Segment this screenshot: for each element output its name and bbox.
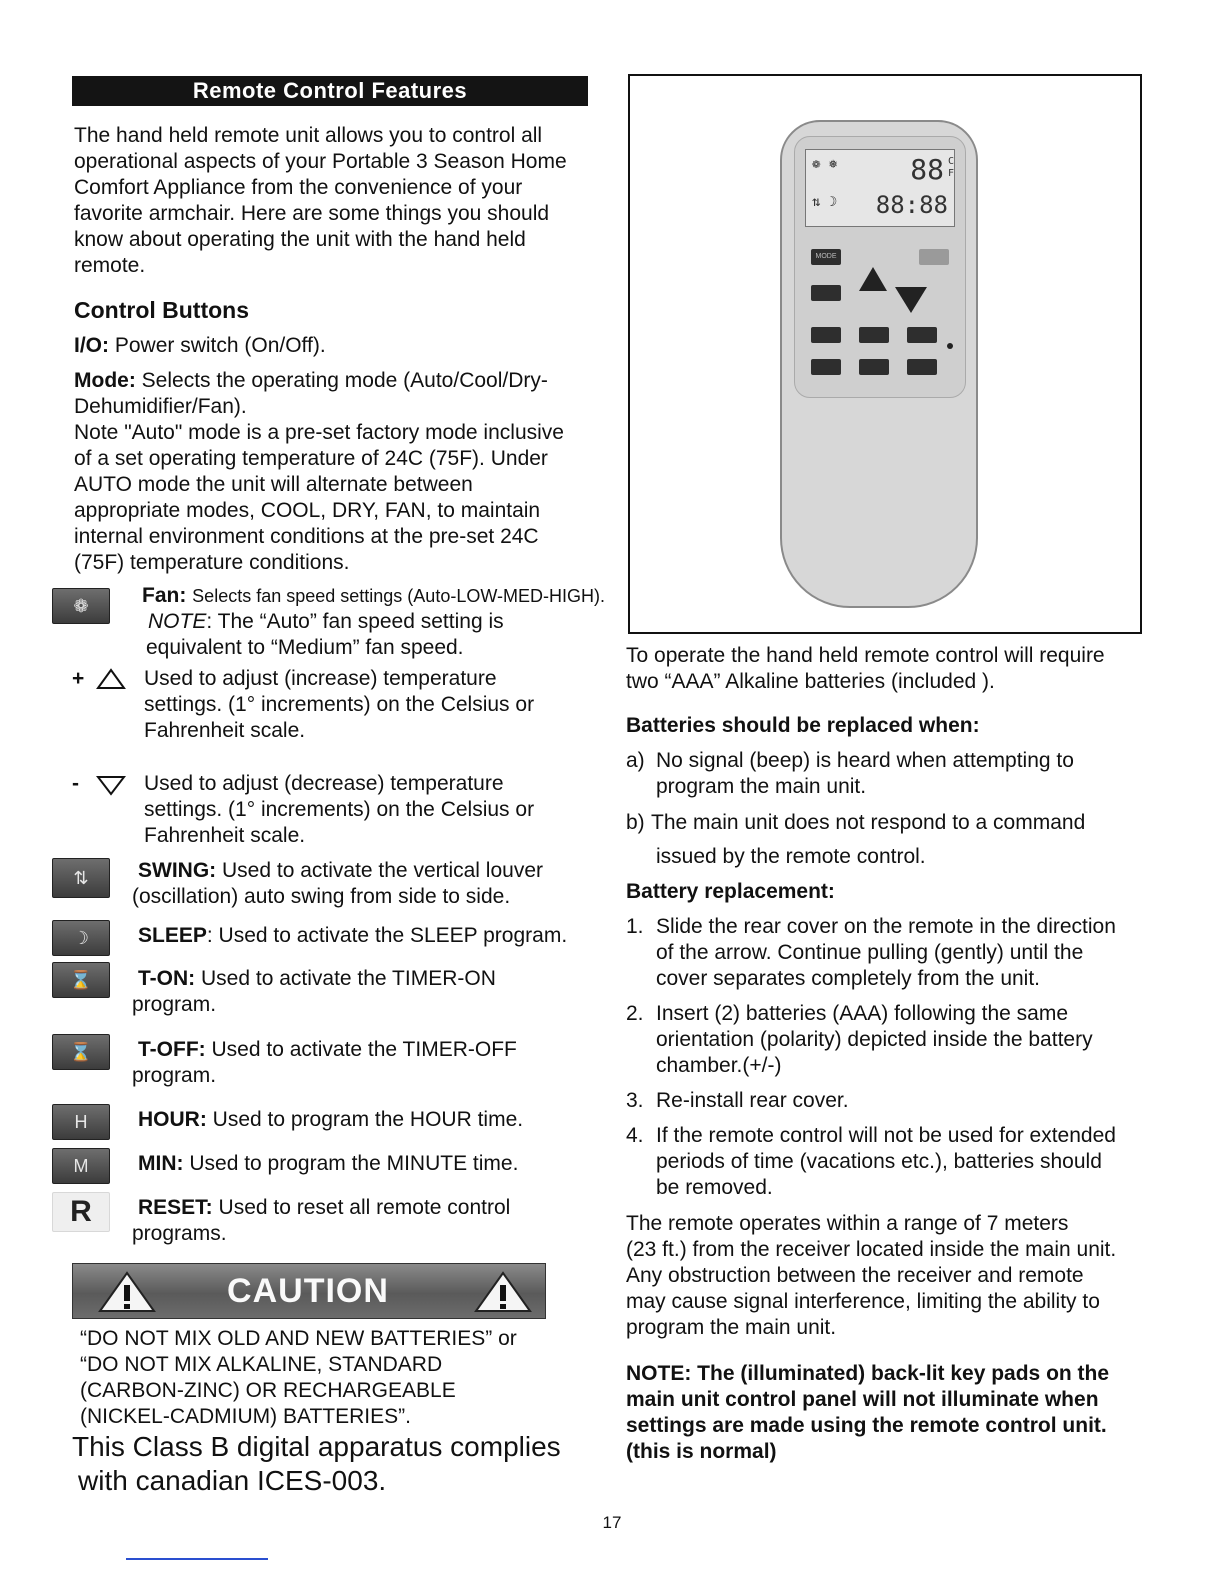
caution-line: (CARBON-ZINC) OR RECHARGEABLE <box>80 1379 456 1402</box>
hour-label: HOUR: <box>138 1108 207 1131</box>
swing-line: Used to activate the vertical louver <box>222 859 543 882</box>
increase-line: settings. (1° increments) on the Celsius or <box>144 693 535 716</box>
fan-note-label: NOTE <box>148 610 207 633</box>
sleep-line: : Used to activate the SLEEP program. <box>206 924 568 947</box>
mode-label: Mode: <box>74 369 136 392</box>
sleep-label: SLEEP <box>138 924 207 947</box>
remote-fan-key <box>811 285 841 301</box>
lcd-unit-f: F <box>947 168 954 179</box>
caution-line: (NICKEL-CADMIUM) BATTERIES”. <box>80 1405 411 1428</box>
fan-button-icon: ❁ <box>52 588 110 624</box>
mode-note-line: Note "Auto" mode is a pre-set factory mode inclusive <box>74 421 564 444</box>
replace-heading: Batteries should be replaced when: <box>626 714 980 737</box>
sleep-button-icon: ☽ <box>52 920 110 956</box>
step-marker: 4. <box>626 1124 644 1147</box>
step-marker: 1. <box>626 915 644 938</box>
remote-timer-key <box>907 327 937 343</box>
step-line: Re-install rear cover. <box>656 1089 849 1112</box>
note-line: settings are made using the remote control unit. <box>626 1414 1107 1437</box>
replacement-step <box>626 1123 1146 1201</box>
footer-rule <box>126 1558 268 1560</box>
swing-label: SWING: <box>138 859 217 882</box>
hour-line: Used to program the HOUR time. <box>212 1108 524 1131</box>
timer-off-line: program. <box>132 1064 217 1087</box>
backlit-note <box>626 1361 1109 1465</box>
fan-line: Selects fan speed settings (Auto-LOW-MED-HIGH). <box>192 586 605 606</box>
mode-description <box>74 368 564 576</box>
mode-line: Dehumidifier/Fan). <box>74 395 247 418</box>
minute-description <box>138 1151 518 1177</box>
increase-line: Used to adjust (increase) temperature <box>144 667 497 690</box>
step-line: cover separates completely from the unit. <box>656 967 1041 990</box>
sleep-description <box>138 923 567 949</box>
step-line: Insert (2) batteries (AAA) following the same <box>656 1002 1069 1025</box>
swing-icon: ⇅ ☽ <box>812 194 838 210</box>
minute-button-icon: M <box>52 1148 110 1184</box>
remote-figure <box>628 74 1142 634</box>
timer-on-label: T-ON: <box>138 967 196 990</box>
remote-swing-key <box>811 327 841 343</box>
battery-intro <box>626 643 1105 695</box>
step-line: chamber.(+/-) <box>656 1054 782 1077</box>
replace-item-line: program the main unit. <box>656 775 867 798</box>
fan-line: : The “Auto” fan speed setting is <box>206 610 504 633</box>
range-text <box>626 1211 1116 1341</box>
hour-button-icon: H <box>52 1104 110 1140</box>
mode-note-line: of a set operating temperature of 24C (75F). Under <box>74 447 548 470</box>
decrease-line: settings. (1° increments) on the Celsius or <box>144 798 535 821</box>
ices-compliance <box>72 1430 561 1498</box>
remote-timer-off-key <box>907 359 937 375</box>
step-line: If the remote control will not be used for extended <box>656 1124 1116 1147</box>
range-line: Any obstruction between the receiver and remote <box>626 1264 1084 1287</box>
decrease-line: Fahrenheit scale. <box>144 824 306 847</box>
replace-item-line: No signal (beep) is heard when attempting to <box>656 749 1074 772</box>
replacement-step <box>626 1001 1146 1079</box>
decrease-symbol: - <box>72 772 79 795</box>
range-line: (23 ft.) from the receiver located inside the main unit. <box>626 1238 1117 1261</box>
note-line: main unit control panel will not illuminate when <box>626 1388 1099 1411</box>
swing-button-icon: ⇅ <box>52 858 110 898</box>
note-line: (this is normal) <box>626 1440 777 1463</box>
remote-hour-key <box>811 359 841 375</box>
io-description <box>74 333 326 359</box>
replace-item-a <box>626 748 1074 800</box>
remote-minute-key <box>859 359 889 375</box>
control-buttons-heading: Control Buttons <box>74 297 250 323</box>
step-line: be removed. <box>656 1176 773 1199</box>
section-header: Remote Control Features <box>72 76 588 106</box>
mode-note-line: AUTO mode the unit will alternate between <box>74 473 473 496</box>
step-line: Slide the rear cover on the remote in the direction <box>656 915 1116 938</box>
battery-intro-line: two “AAA” Alkaline batteries (included ). <box>626 670 995 693</box>
caution-line: “DO NOT MIX ALKALINE, STANDARD <box>80 1353 443 1376</box>
step-marker: 3. <box>626 1089 644 1112</box>
swing-description <box>132 858 543 910</box>
fan-icon: ❁ ❅ <box>812 156 838 172</box>
intro-text <box>74 123 567 279</box>
io-label: I/O: <box>74 334 109 357</box>
fan-label: Fan: <box>142 584 187 607</box>
remote-up-arrow-icon <box>859 267 887 291</box>
remote-mode-key: MODE <box>811 249 841 265</box>
remote-control-illustration <box>780 120 978 608</box>
caution-line: “DO NOT MIX OLD AND NEW BATTERIES” or <box>80 1327 517 1350</box>
io-text: Power switch (On/Off). <box>114 334 326 357</box>
reset-label: RESET: <box>138 1196 213 1219</box>
caution-text <box>80 1326 517 1430</box>
step-line: of the arrow. Continue pulling (gently) until the <box>656 941 1084 964</box>
triangle-up-icon <box>96 668 126 690</box>
minute-label: MIN: <box>138 1152 184 1175</box>
timer-off-label: T-OFF: <box>138 1038 206 1061</box>
intro-line: Comfort Appliance from the convenience of your <box>74 176 523 199</box>
warning-icon <box>473 1270 533 1314</box>
replace-item-marker: b) <box>626 811 645 834</box>
replace-item-line: The main unit does not respond to a command <box>651 811 1086 834</box>
ices-line: with canadian ICES-003. <box>78 1465 387 1496</box>
hour-description <box>138 1107 523 1133</box>
lcd-temperature: 88 <box>910 153 944 186</box>
minute-line: Used to program the MINUTE time. <box>189 1152 519 1175</box>
ices-line: This Class B digital apparatus complies <box>72 1431 561 1462</box>
mode-note-line: (75F) temperature conditions. <box>74 551 350 574</box>
timer-off-description <box>132 1037 517 1089</box>
fan-description <box>142 583 605 661</box>
range-line: may cause signal interference, limiting the ability to <box>626 1290 1100 1313</box>
mode-note-line: internal environment conditions at the pre-set 24C <box>74 525 539 548</box>
timer-on-line: program. <box>132 993 217 1016</box>
intro-line: The hand held remote unit allows you to control all <box>74 124 543 147</box>
increase-description <box>144 666 534 744</box>
increase-line: Fahrenheit scale. <box>144 719 306 742</box>
range-line: The remote operates within a range of 7 meters <box>626 1212 1069 1235</box>
range-line: program the main unit. <box>626 1316 837 1339</box>
triangle-down-icon <box>96 774 126 796</box>
remote-power-key <box>919 249 949 265</box>
intro-line: operational aspects of your Portable 3 Season Home <box>74 150 567 173</box>
warning-icon <box>97 1270 157 1314</box>
fan-line: equivalent to “Medium” fan speed. <box>146 636 464 659</box>
timer-on-button-icon: ⌛ <box>52 962 110 998</box>
caution-banner <box>72 1263 546 1319</box>
replacement-step <box>626 914 1146 992</box>
replacement-step <box>626 1088 1146 1114</box>
swing-line: (oscillation) auto swing from side to side. <box>132 885 511 908</box>
timer-on-description <box>132 966 496 1018</box>
reset-line: programs. <box>132 1222 227 1245</box>
caution-label: CAUTION <box>227 1272 389 1310</box>
note-line: NOTE: The (illuminated) back-lit key pads on the <box>626 1362 1110 1385</box>
intro-line: remote. <box>74 254 146 277</box>
reset-description <box>132 1195 510 1247</box>
reset-line: Used to reset all remote control <box>218 1196 511 1219</box>
remote-panel <box>794 136 966 398</box>
replacement-steps <box>626 914 1146 1201</box>
decrease-description <box>144 771 534 849</box>
intro-line: favorite armchair. Here are some things you should <box>74 202 550 225</box>
lcd-unit-c: C <box>947 156 954 167</box>
remote-reset-dot <box>947 343 953 349</box>
intro-line: know about operating the unit with the hand held <box>74 228 526 251</box>
lcd-time: 88:88 <box>875 191 948 219</box>
step-marker: 2. <box>626 1002 644 1025</box>
page-number: 17 <box>602 1513 622 1532</box>
timer-off-button-icon: ⌛ <box>52 1034 110 1070</box>
battery-replacement-heading: Battery replacement: <box>626 880 835 903</box>
battery-intro-line: To operate the hand held remote control will require <box>626 644 1105 667</box>
remote-lcd <box>805 149 955 227</box>
replace-item-marker: a) <box>626 749 645 772</box>
step-line: periods of time (vacations etc.), batteries should <box>656 1150 1102 1173</box>
replace-item-line: issued by the remote control. <box>656 845 926 868</box>
lcd-units <box>948 156 954 180</box>
mode-note-line: appropriate modes, COOL, DRY, FAN, to maintain <box>74 499 541 522</box>
step-line: orientation (polarity) depicted inside the battery <box>656 1028 1093 1051</box>
reset-button-icon: R <box>52 1192 110 1232</box>
replace-item-b <box>626 810 1085 870</box>
timer-off-line: Used to activate the TIMER-OFF <box>211 1038 517 1061</box>
mode-line: Selects the operating mode (Auto/Cool/Dry- <box>141 369 548 392</box>
increase-symbol: + <box>72 667 85 690</box>
remote-down-arrow-icon <box>895 287 927 313</box>
remote-sleep-key <box>859 327 889 343</box>
decrease-line: Used to adjust (decrease) temperature <box>144 772 504 795</box>
timer-on-line: Used to activate the TIMER-ON <box>201 967 496 990</box>
